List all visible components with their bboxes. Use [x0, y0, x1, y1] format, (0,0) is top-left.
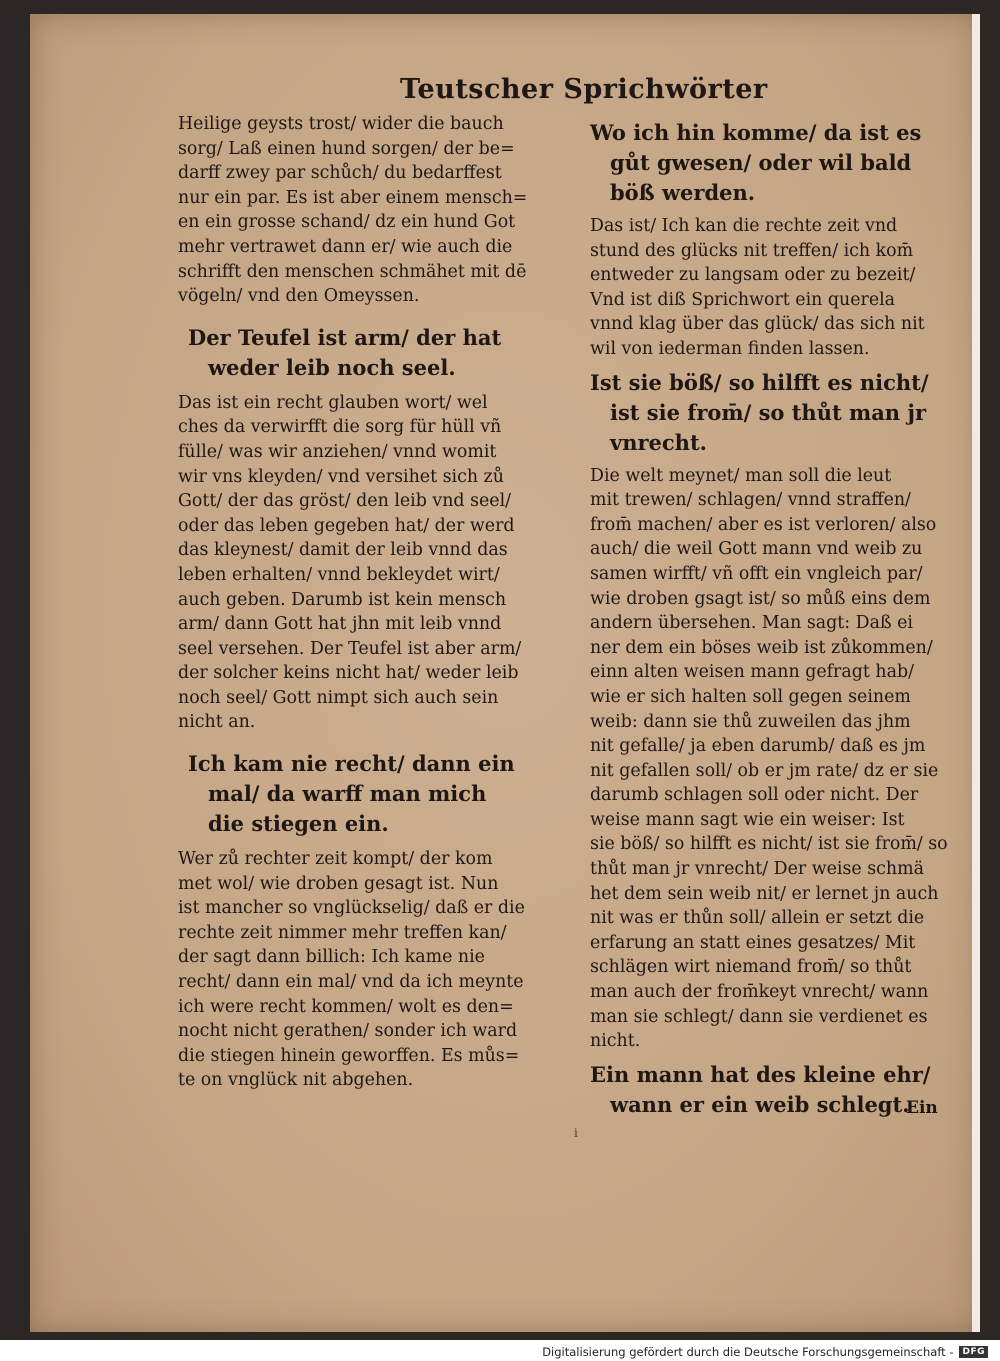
text-line: stund des glücks nit treffen/ ich kom̄ — [590, 240, 914, 261]
text-line: ich were recht kommen/ wolt es den= — [178, 996, 514, 1017]
text-line: auch/ die weil Gott mann vnd weib zu — [590, 539, 923, 560]
text-line: wir vns kleyden/ vnd versihet sich zů — [178, 466, 504, 487]
text-line: leben erhalten/ vnnd bekleydet wirt/ — [178, 564, 500, 585]
proverb-heading — [590, 368, 940, 458]
text-line: nit gefalle/ ja eben darumb/ daß es jm — [590, 736, 926, 757]
heading-line: böß werden. — [610, 180, 756, 205]
text-line: darff zwey par schůch/ du bedarffest — [178, 163, 502, 184]
text-line: Heilige geysts trost/ wider die bauch — [178, 114, 504, 134]
page-edge — [972, 14, 980, 1332]
proverb-heading — [590, 1060, 940, 1120]
proverb-heading — [178, 323, 566, 383]
text-line: Das ist/ Ich kan die rechte zeit vnd — [590, 216, 898, 236]
text-line: oder das leben gegeben hat/ der werd — [178, 515, 515, 536]
text-line: nit gefallen soll/ ob er jm rate/ dz er sie — [590, 760, 939, 781]
text-line: thůt man jr vnrecht/ Der weise schmä — [590, 859, 924, 880]
heading-line: Ist sie böß/ so hilfft es nicht/ — [590, 369, 929, 395]
digitization-footer — [542, 1344, 988, 1360]
heading-line: gůt gwesen/ oder wil bald — [610, 150, 912, 175]
text-line: seel versehen. Der Teufel ist aber arm/ — [178, 638, 522, 659]
proverb-heading — [178, 749, 566, 839]
dfg-logo: DFG — [959, 1346, 988, 1358]
signature-mark: i — [574, 1126, 578, 1140]
heading-line: Wo ich hin komme/ da ist es — [590, 120, 922, 145]
text-line: entweder zu langsam oder zu bezeit/ — [590, 265, 916, 286]
text-line: darumb schlagen soll oder nicht. Der — [590, 785, 919, 806]
text-line: ner dem ein böses weib ist zůkommen/ — [590, 637, 933, 658]
heading-line: Der Teufel ist arm/ der hat — [188, 324, 502, 350]
text-line: recht/ dann ein mal/ vnd da ich meynte — [178, 972, 524, 993]
text-line: erfarung an statt eines gesatzes/ Mit — [590, 932, 916, 953]
text-line: wie er sich halten soll gegen seinem — [590, 686, 911, 707]
text-line: het dem sein weib nit/ er lernet jn auch — [590, 883, 939, 904]
footer-credit-text: Digitalisierung gefördert durch die Deutsche Forschungsgemeinschaft - — [542, 1345, 954, 1359]
proverb-paragraph — [590, 214, 940, 362]
text-line: ist mancher so vnglückselig/ daß er die — [178, 898, 525, 919]
text-line: Gott/ der das gröst/ den leib vnd seel/ — [178, 491, 512, 512]
left-column — [178, 112, 566, 1093]
proverb-paragraph — [178, 847, 566, 1093]
text-line: nicht an. — [178, 712, 256, 733]
right-column — [590, 112, 948, 1126]
text-line: sorg/ Laß einen hund sorgen/ der be= — [178, 138, 515, 159]
text-line: man sie schlegt/ dann sie verdienet es — [590, 1006, 928, 1027]
heading-line: Ich kam nie recht/ dann ein — [188, 751, 515, 777]
heading-line: weder leib noch seel. — [208, 354, 456, 380]
text-line: schlägen wirt niemand from̄/ so thůt — [590, 957, 912, 978]
heading-line: ist sie from̄/ so thůt man jr — [610, 399, 927, 425]
heading-line: wann er ein weib schlegt. — [610, 1091, 910, 1117]
proverb-paragraph — [178, 391, 566, 735]
text-line: die stiegen hinein geworffen. Es můs= — [178, 1045, 520, 1066]
text-line: samen wirfft/ vñ offt ein vngleich par/ — [590, 563, 923, 584]
text-line: nocht nicht gerathen/ sonder ich ward — [178, 1021, 518, 1042]
text-line: vnnd klag über das glück/ das sich nit — [590, 314, 925, 335]
text-line: nit was er thůn soll/ allein er setzt die — [590, 908, 925, 929]
text-line: wil von iederman finden lassen. — [590, 338, 870, 359]
proverb-heading — [590, 118, 940, 208]
text-line: en ein grosse schand/ dz ein hund Got — [178, 212, 516, 233]
text-line: vögeln/ vnd den Omeyssen. — [178, 286, 420, 307]
heading-line: vnrecht. — [610, 429, 707, 455]
text-line: weib: dann sie thů zuweilen das jhm — [590, 711, 911, 732]
text-line: wie droben gsagt ist/ so můß eins dem — [590, 588, 931, 609]
heading-line: die stiegen ein. — [208, 811, 389, 837]
text-line: nicht. — [590, 1031, 641, 1052]
text-line: weise mann sagt wie ein weiser: Ist — [590, 809, 905, 830]
text-line: rechte zeit nimmer mehr treffen kan/ — [178, 922, 507, 943]
text-line: der solcher keins nicht hat/ weder leib — [178, 663, 519, 684]
text-line: der sagt dann billich: Ich kame nie — [178, 947, 485, 968]
text-line: mehr vertrawet dann er/ wie auch die — [178, 236, 513, 257]
left-intro-paragraph — [178, 112, 566, 309]
text-line: nur ein par. Es ist aber einem mensch= — [178, 187, 528, 208]
text-line: noch seel/ Gott nimpt sich auch sein — [178, 687, 499, 708]
catchword: Ein — [906, 1098, 938, 1118]
text-line: fülle/ was wir anziehen/ vnnd womit — [178, 441, 497, 462]
text-line: Wer zů rechter zeit kompt/ der kom — [178, 849, 493, 870]
text-line: Das ist ein recht glauben wort/ wel — [178, 392, 488, 413]
proverb-paragraph — [590, 464, 948, 1054]
text-line: schrifft den menschen schmähet mit dē — [178, 261, 527, 282]
heading-line: mal/ da warff man mich — [208, 781, 487, 807]
text-line: te on vnglück nit abgehen. — [178, 1070, 414, 1091]
text-line: Die welt meynet/ man soll die leut — [590, 465, 892, 486]
text-line: das kleynest/ damit der leib vnnd das — [178, 540, 508, 561]
text-line: Vnd ist diß Sprichwort ein querela — [590, 289, 896, 310]
text-line: auch geben. Darumb ist kein mensch — [178, 589, 507, 610]
text-line: einn alten weisen mann gefragt hab/ — [590, 662, 914, 683]
text-line: met wol/ wie droben gesagt ist. Nun — [178, 873, 499, 894]
heading-line: Ein mann hat des kleine ehr/ — [590, 1061, 931, 1087]
text-line: arm/ dann Gott hat jhn mit leib vnnd — [178, 614, 502, 635]
text-line: man auch der from̄keyt vnrecht/ wann — [590, 982, 929, 1003]
text-line: ches da verwirfft die sorg für hüll vñ — [178, 417, 502, 438]
text-line: andern übersehen. Man sagt: Daß ei — [590, 613, 913, 634]
text-line: from̄ machen/ aber es ist verloren/ also — [590, 514, 937, 535]
running-head: Teutscher Sprichwörter — [400, 74, 768, 105]
text-line: sie böß/ so hilfft es nicht/ ist sie from̄/ so — [590, 834, 948, 855]
text-line: mit trewen/ schlagen/ vnnd straffen/ — [590, 490, 911, 511]
